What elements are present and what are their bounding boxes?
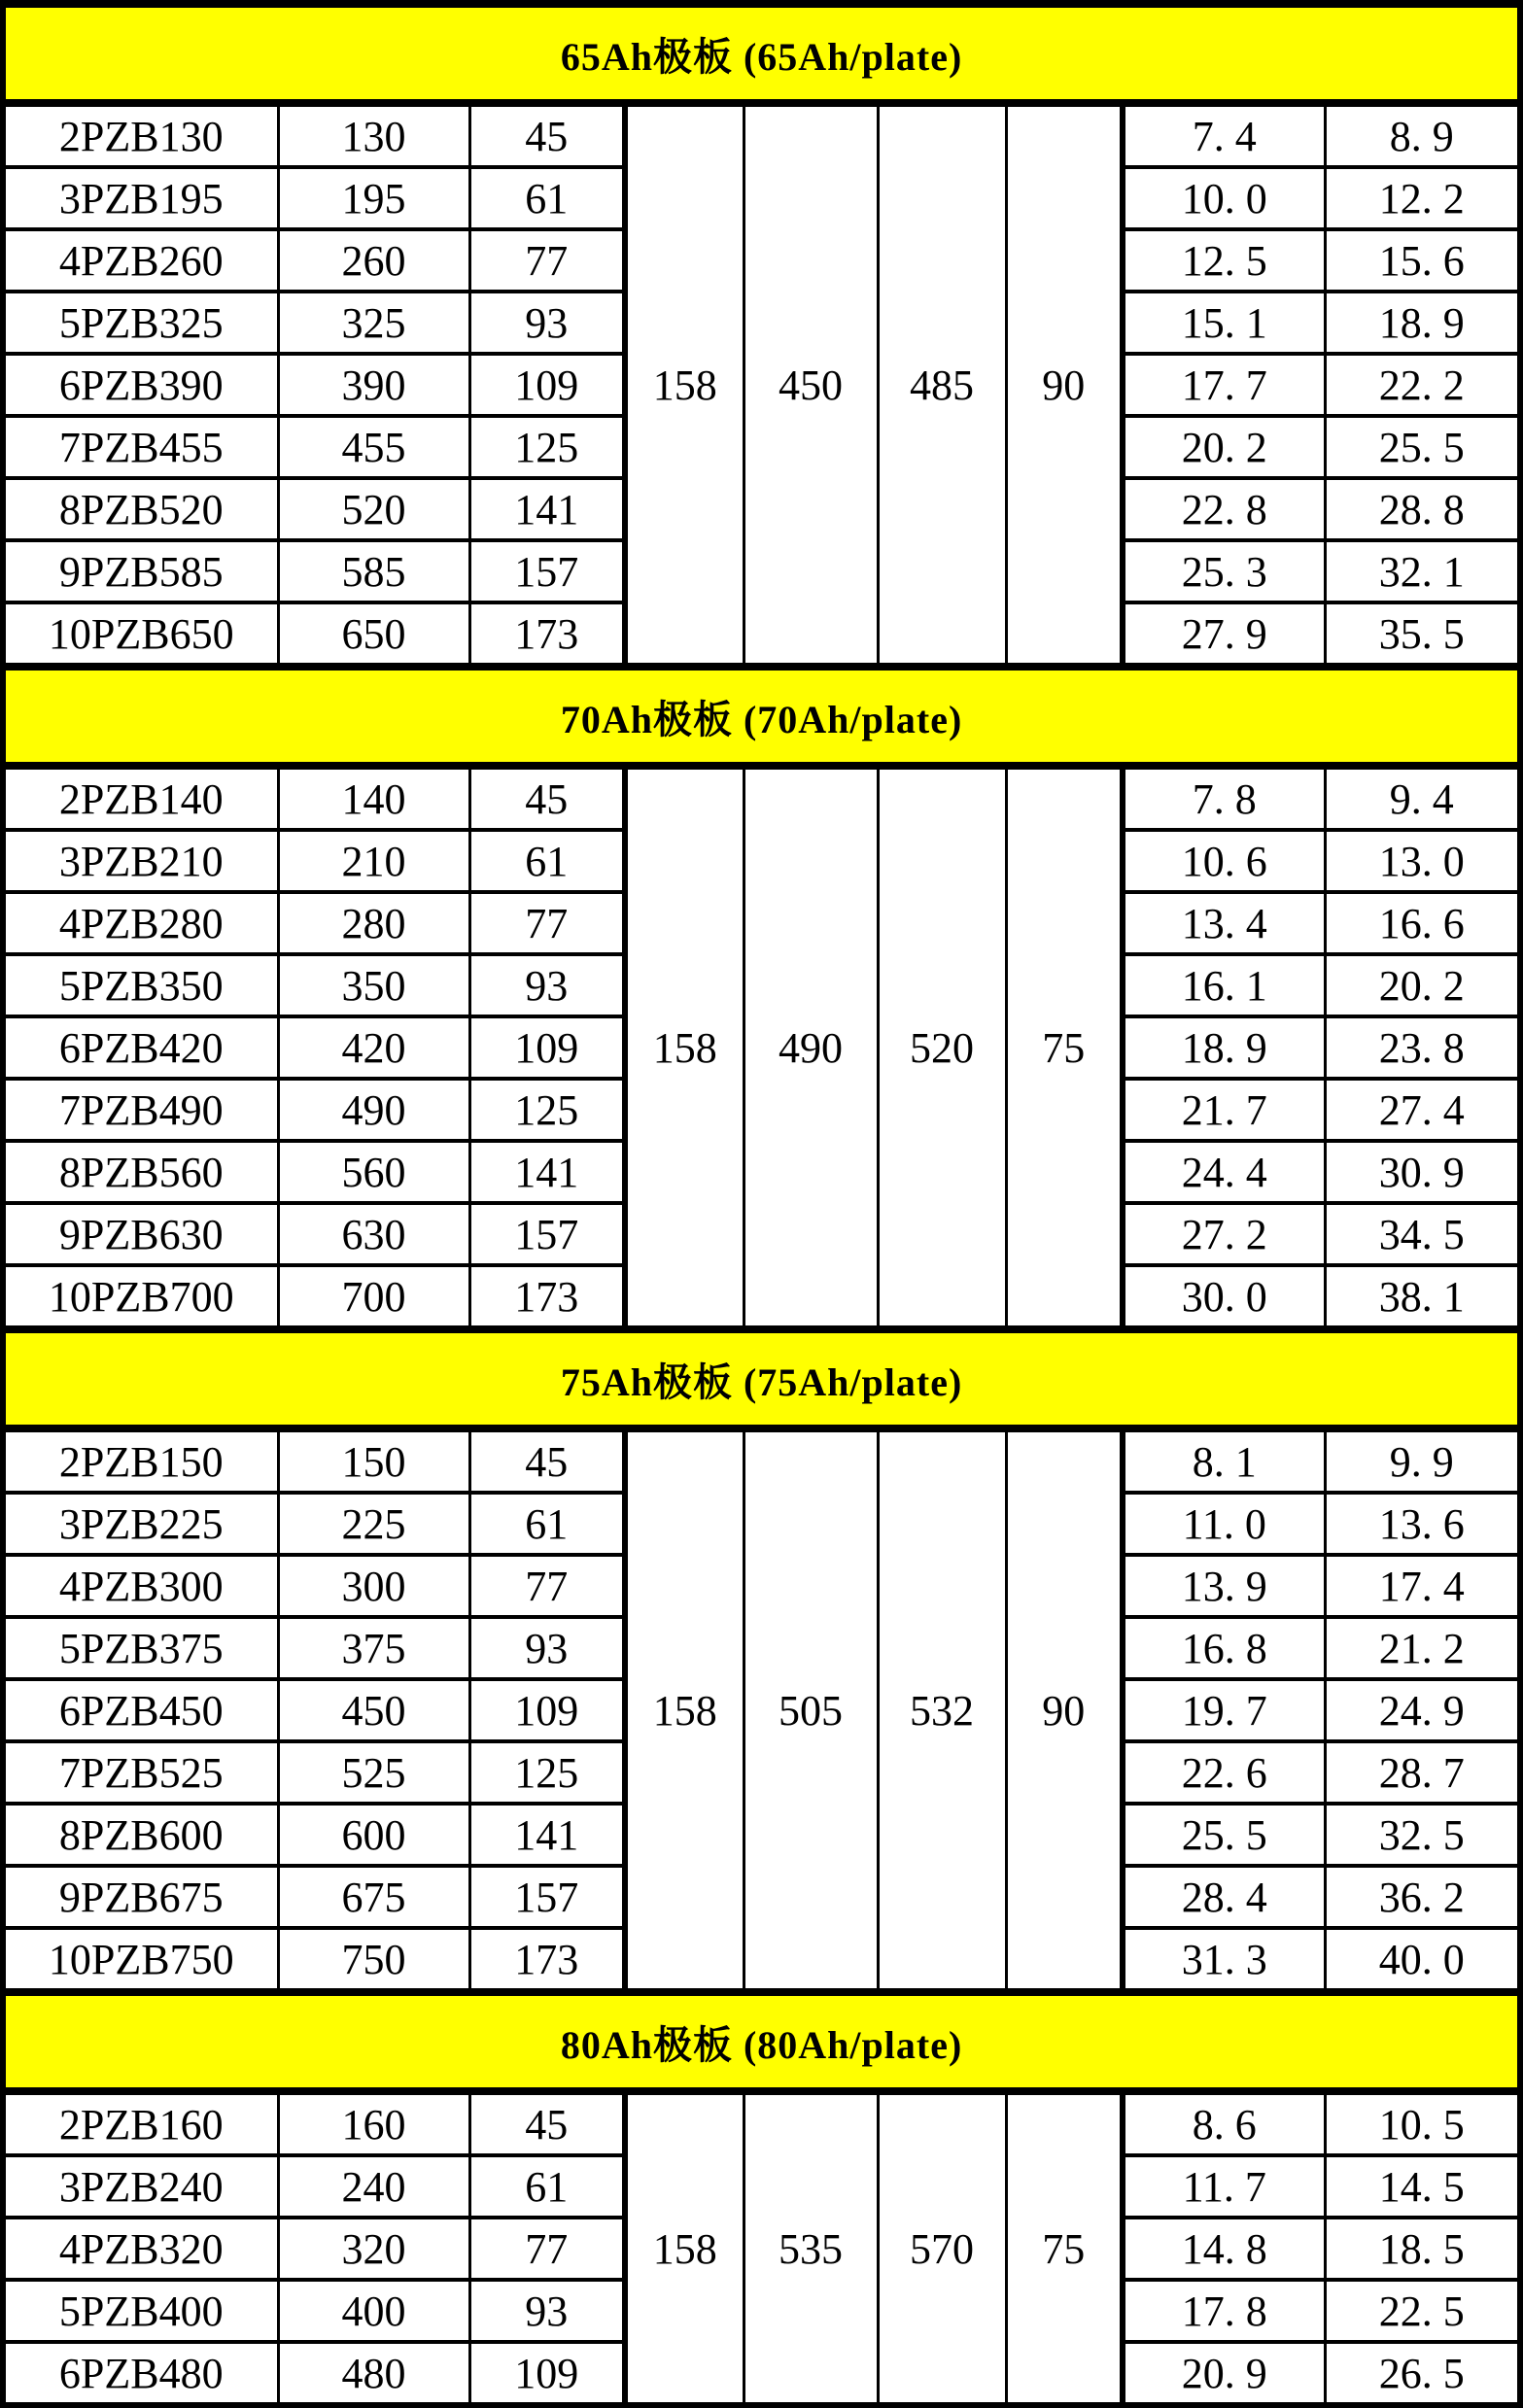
weight-cell-1: 7. 4 xyxy=(1123,103,1325,167)
weight-cell-2: 17. 4 xyxy=(1325,1555,1520,1617)
weight-cell-2: 15. 6 xyxy=(1325,229,1520,292)
capacity-cell: 160 xyxy=(278,2091,469,2155)
weight-cell-2: 13. 0 xyxy=(1325,830,1520,892)
weight-cell-2: 20. 2 xyxy=(1325,954,1520,1016)
size-cell-0: 125 xyxy=(469,1079,625,1141)
weight-cell-1: 24. 4 xyxy=(1123,1141,1325,1203)
size-cell-4: 75 xyxy=(1006,2091,1123,2405)
weight-cell-1: 13. 9 xyxy=(1123,1555,1325,1617)
capacity-cell: 585 xyxy=(278,540,469,602)
size-cell-0: 45 xyxy=(469,1428,625,1493)
model-cell: 3PZB240 xyxy=(3,2155,278,2218)
size-cell-2: 505 xyxy=(744,1428,878,1992)
size-cell-0: 173 xyxy=(469,602,625,667)
weight-cell-2: 40. 0 xyxy=(1325,1928,1520,1992)
size-cell-1: 158 xyxy=(625,103,744,667)
model-cell: 7PZB490 xyxy=(3,1079,278,1141)
weight-cell-1: 16. 8 xyxy=(1123,1617,1325,1679)
size-cell-0: 109 xyxy=(469,1016,625,1079)
capacity-cell: 375 xyxy=(278,1617,469,1679)
model-cell: 6PZB450 xyxy=(3,1679,278,1741)
table-row xyxy=(3,2091,1520,2155)
size-cell-0: 77 xyxy=(469,229,625,292)
weight-cell-2: 27. 4 xyxy=(1325,1079,1520,1141)
capacity-cell: 150 xyxy=(278,1428,469,1493)
weight-cell-2: 25. 5 xyxy=(1325,416,1520,478)
size-cell-0: 157 xyxy=(469,1866,625,1928)
weight-cell-2: 12. 2 xyxy=(1325,167,1520,229)
capacity-cell: 210 xyxy=(278,830,469,892)
weight-cell-2: 23. 8 xyxy=(1325,1016,1520,1079)
weight-cell-2: 22. 5 xyxy=(1325,2280,1520,2342)
size-cell-0: 173 xyxy=(469,1928,625,1992)
model-cell: 10PZB700 xyxy=(3,1265,278,1329)
weight-cell-1: 20. 9 xyxy=(1123,2342,1325,2405)
capacity-cell: 225 xyxy=(278,1493,469,1555)
section-row xyxy=(3,1329,1520,1428)
model-cell: 6PZB420 xyxy=(3,1016,278,1079)
section-row xyxy=(3,4,1520,103)
weight-cell-1: 27. 9 xyxy=(1123,602,1325,667)
size-cell-4: 75 xyxy=(1006,766,1123,1329)
weight-cell-1: 12. 5 xyxy=(1123,229,1325,292)
weight-cell-2: 34. 5 xyxy=(1325,1203,1520,1265)
table-row xyxy=(3,103,1520,167)
capacity-cell: 140 xyxy=(278,766,469,830)
size-cell-0: 77 xyxy=(469,1555,625,1617)
table-row xyxy=(3,1428,1520,1493)
model-cell: 4PZB260 xyxy=(3,229,278,292)
weight-cell-2: 24. 9 xyxy=(1325,1679,1520,1741)
model-cell: 5PZB350 xyxy=(3,954,278,1016)
size-cell-0: 61 xyxy=(469,830,625,892)
model-cell: 2PZB150 xyxy=(3,1428,278,1493)
weight-cell-2: 22. 2 xyxy=(1325,354,1520,416)
weight-cell-2: 9. 9 xyxy=(1325,1428,1520,1493)
model-cell: 2PZB160 xyxy=(3,2091,278,2155)
weight-cell-1: 14. 8 xyxy=(1123,2218,1325,2280)
size-cell-1: 158 xyxy=(625,766,744,1329)
capacity-cell: 350 xyxy=(278,954,469,1016)
capacity-cell: 455 xyxy=(278,416,469,478)
model-cell: 5PZB375 xyxy=(3,1617,278,1679)
weight-cell-2: 28. 7 xyxy=(1325,1741,1520,1804)
section-header: 65Ah极板 (65Ah/plate) xyxy=(3,4,1520,103)
model-cell: 3PZB195 xyxy=(3,167,278,229)
size-cell-0: 109 xyxy=(469,1679,625,1741)
model-cell: 5PZB325 xyxy=(3,292,278,354)
weight-cell-2: 38. 1 xyxy=(1325,1265,1520,1329)
size-cell-2: 535 xyxy=(744,2091,878,2405)
capacity-cell: 520 xyxy=(278,478,469,540)
model-cell: 4PZB300 xyxy=(3,1555,278,1617)
capacity-cell: 420 xyxy=(278,1016,469,1079)
weight-cell-1: 10. 0 xyxy=(1123,167,1325,229)
size-cell-0: 45 xyxy=(469,766,625,830)
model-cell: 7PZB455 xyxy=(3,416,278,478)
size-cell-3: 485 xyxy=(878,103,1006,667)
section-header: 75Ah极板 (75Ah/plate) xyxy=(3,1329,1520,1428)
weight-cell-2: 10. 5 xyxy=(1325,2091,1520,2155)
capacity-cell: 450 xyxy=(278,1679,469,1741)
capacity-cell: 630 xyxy=(278,1203,469,1265)
capacity-cell: 130 xyxy=(278,103,469,167)
capacity-cell: 700 xyxy=(278,1265,469,1329)
model-cell: 9PZB630 xyxy=(3,1203,278,1265)
table-body xyxy=(3,4,1520,2405)
size-cell-0: 77 xyxy=(469,2218,625,2280)
weight-cell-1: 31. 3 xyxy=(1123,1928,1325,1992)
section-header: 80Ah极板 (80Ah/plate) xyxy=(3,1992,1520,2091)
size-cell-0: 45 xyxy=(469,103,625,167)
capacity-cell: 750 xyxy=(278,1928,469,1992)
weight-cell-1: 11. 0 xyxy=(1123,1493,1325,1555)
size-cell-0: 61 xyxy=(469,1493,625,1555)
model-cell: 8PZB520 xyxy=(3,478,278,540)
weight-cell-1: 8. 6 xyxy=(1123,2091,1325,2155)
model-cell: 4PZB320 xyxy=(3,2218,278,2280)
weight-cell-2: 35. 5 xyxy=(1325,602,1520,667)
weight-cell-1: 21. 7 xyxy=(1123,1079,1325,1141)
weight-cell-1: 8. 1 xyxy=(1123,1428,1325,1493)
size-cell-2: 490 xyxy=(744,766,878,1329)
weight-cell-1: 22. 8 xyxy=(1123,478,1325,540)
capacity-cell: 195 xyxy=(278,167,469,229)
size-cell-0: 93 xyxy=(469,1617,625,1679)
model-cell: 6PZB390 xyxy=(3,354,278,416)
capacity-cell: 480 xyxy=(278,2342,469,2405)
weight-cell-1: 11. 7 xyxy=(1123,2155,1325,2218)
weight-cell-1: 19. 7 xyxy=(1123,1679,1325,1741)
weight-cell-2: 13. 6 xyxy=(1325,1493,1520,1555)
model-cell: 10PZB750 xyxy=(3,1928,278,1992)
size-cell-0: 45 xyxy=(469,2091,625,2155)
size-cell-1: 158 xyxy=(625,2091,744,2405)
weight-cell-1: 30. 0 xyxy=(1123,1265,1325,1329)
size-cell-0: 141 xyxy=(469,1141,625,1203)
capacity-cell: 320 xyxy=(278,2218,469,2280)
size-cell-0: 93 xyxy=(469,2280,625,2342)
weight-cell-1: 15. 1 xyxy=(1123,292,1325,354)
capacity-cell: 390 xyxy=(278,354,469,416)
weight-cell-1: 7. 8 xyxy=(1123,766,1325,830)
model-cell: 9PZB675 xyxy=(3,1866,278,1928)
size-cell-0: 93 xyxy=(469,292,625,354)
capacity-cell: 325 xyxy=(278,292,469,354)
size-cell-0: 61 xyxy=(469,2155,625,2218)
capacity-cell: 560 xyxy=(278,1141,469,1203)
size-cell-0: 125 xyxy=(469,1741,625,1804)
size-cell-0: 141 xyxy=(469,1804,625,1866)
weight-cell-2: 32. 5 xyxy=(1325,1804,1520,1866)
model-cell: 2PZB130 xyxy=(3,103,278,167)
size-cell-0: 109 xyxy=(469,2342,625,2405)
capacity-cell: 650 xyxy=(278,602,469,667)
capacity-cell: 280 xyxy=(278,892,469,954)
model-cell: 10PZB650 xyxy=(3,602,278,667)
weight-cell-2: 26. 5 xyxy=(1325,2342,1520,2405)
size-cell-3: 520 xyxy=(878,766,1006,1329)
model-cell: 9PZB585 xyxy=(3,540,278,602)
size-cell-0: 77 xyxy=(469,892,625,954)
capacity-cell: 260 xyxy=(278,229,469,292)
size-cell-0: 173 xyxy=(469,1265,625,1329)
section-header: 70Ah极板 (70Ah/plate) xyxy=(3,667,1520,766)
model-cell: 5PZB400 xyxy=(3,2280,278,2342)
weight-cell-2: 18. 5 xyxy=(1325,2218,1520,2280)
weight-cell-2: 16. 6 xyxy=(1325,892,1520,954)
weight-cell-1: 22. 6 xyxy=(1123,1741,1325,1804)
size-cell-0: 61 xyxy=(469,167,625,229)
size-cell-2: 450 xyxy=(744,103,878,667)
weight-cell-1: 13. 4 xyxy=(1123,892,1325,954)
size-cell-0: 93 xyxy=(469,954,625,1016)
capacity-cell: 490 xyxy=(278,1079,469,1141)
weight-cell-1: 17. 7 xyxy=(1123,354,1325,416)
model-cell: 6PZB480 xyxy=(3,2342,278,2405)
size-cell-3: 532 xyxy=(878,1428,1006,1992)
size-cell-0: 157 xyxy=(469,540,625,602)
size-cell-0: 157 xyxy=(469,1203,625,1265)
model-cell: 2PZB140 xyxy=(3,766,278,830)
size-cell-0: 109 xyxy=(469,354,625,416)
weight-cell-2: 28. 8 xyxy=(1325,478,1520,540)
weight-cell-1: 28. 4 xyxy=(1123,1866,1325,1928)
model-cell: 8PZB560 xyxy=(3,1141,278,1203)
weight-cell-1: 17. 8 xyxy=(1123,2280,1325,2342)
model-cell: 3PZB210 xyxy=(3,830,278,892)
weight-cell-1: 25. 5 xyxy=(1123,1804,1325,1866)
weight-cell-1: 27. 2 xyxy=(1123,1203,1325,1265)
weight-cell-2: 36. 2 xyxy=(1325,1866,1520,1928)
capacity-cell: 400 xyxy=(278,2280,469,2342)
weight-cell-1: 16. 1 xyxy=(1123,954,1325,1016)
size-cell-1: 158 xyxy=(625,1428,744,1992)
weight-cell-1: 10. 6 xyxy=(1123,830,1325,892)
size-cell-0: 125 xyxy=(469,416,625,478)
size-cell-3: 570 xyxy=(878,2091,1006,2405)
section-row xyxy=(3,1992,1520,2091)
weight-cell-2: 14. 5 xyxy=(1325,2155,1520,2218)
capacity-cell: 600 xyxy=(278,1804,469,1866)
weight-cell-1: 25. 3 xyxy=(1123,540,1325,602)
table-row xyxy=(3,766,1520,830)
weight-cell-2: 32. 1 xyxy=(1325,540,1520,602)
weight-cell-2: 9. 4 xyxy=(1325,766,1520,830)
section-row xyxy=(3,667,1520,766)
weight-cell-2: 21. 2 xyxy=(1325,1617,1520,1679)
size-cell-4: 90 xyxy=(1006,1428,1123,1992)
weight-cell-2: 18. 9 xyxy=(1325,292,1520,354)
model-cell: 7PZB525 xyxy=(3,1741,278,1804)
capacity-cell: 300 xyxy=(278,1555,469,1617)
model-cell: 3PZB225 xyxy=(3,1493,278,1555)
model-cell: 4PZB280 xyxy=(3,892,278,954)
capacity-cell: 240 xyxy=(278,2155,469,2218)
weight-cell-1: 20. 2 xyxy=(1123,416,1325,478)
size-cell-4: 90 xyxy=(1006,103,1123,667)
weight-cell-2: 30. 9 xyxy=(1325,1141,1520,1203)
capacity-cell: 525 xyxy=(278,1741,469,1804)
weight-cell-2: 8. 9 xyxy=(1325,103,1520,167)
weight-cell-1: 18. 9 xyxy=(1123,1016,1325,1079)
model-cell: 8PZB600 xyxy=(3,1804,278,1866)
capacity-cell: 675 xyxy=(278,1866,469,1928)
size-cell-0: 141 xyxy=(469,478,625,540)
